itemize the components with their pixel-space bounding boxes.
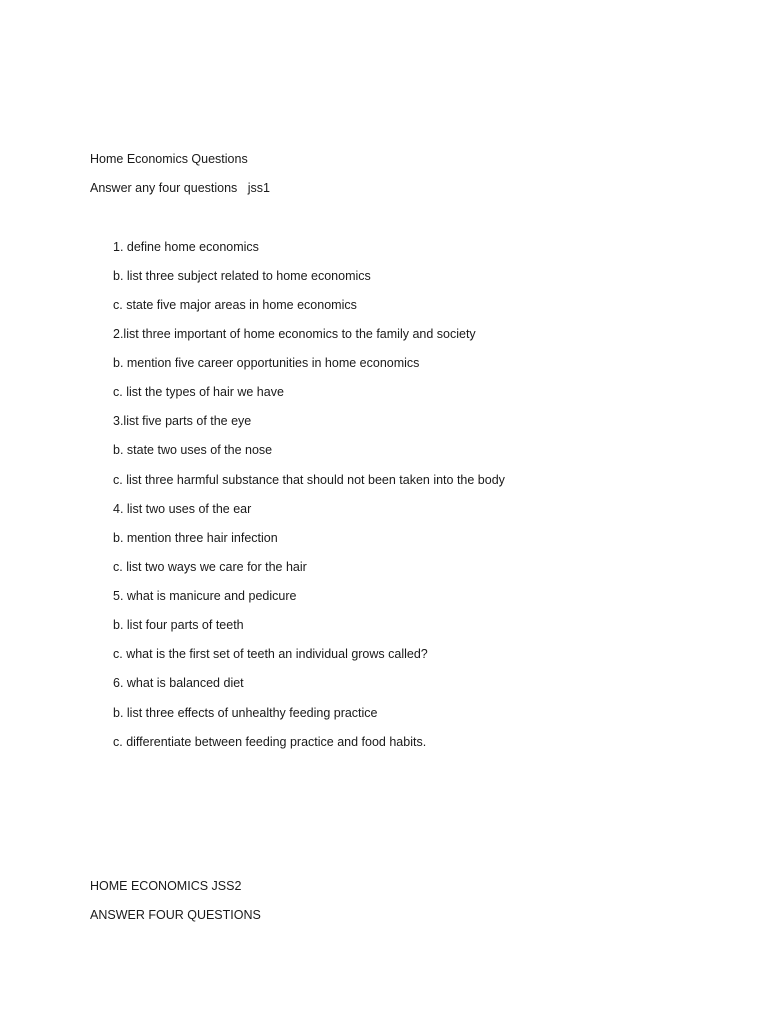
question-item: b. list four parts of teeth — [113, 618, 244, 632]
question-item: 5. what is manicure and pedicure — [113, 589, 297, 603]
question-item: 2.list three important of home economics to the family and society — [113, 327, 476, 341]
section2-instruction: ANSWER FOUR QUESTIONS — [90, 908, 261, 922]
question-item: 4. list two uses of the ear — [113, 502, 252, 516]
question-item: b. state two uses of the nose — [113, 443, 273, 457]
question-item: 6. what is balanced diet — [113, 676, 244, 690]
question-item: c. list two ways we care for the hair — [113, 560, 307, 574]
question-item: c. differentiate between feeding practice and food habits. — [113, 735, 427, 749]
instruction-line: Answer any four questions jss1 — [90, 181, 270, 195]
question-item: c. what is the first set of teeth an individual grows called? — [113, 647, 428, 661]
question-item: c. list the types of hair we have — [113, 385, 284, 399]
question-item: c. state five major areas in home economics — [113, 298, 357, 312]
question-item: 1. define home economics — [113, 240, 259, 254]
question-item: 3.list five parts of the eye — [113, 414, 252, 428]
document-title: Home Economics Questions — [90, 152, 248, 166]
question-item: b. list three subject related to home economics — [113, 269, 371, 283]
question-item: c. list three harmful substance that should not been taken into the body — [113, 473, 505, 487]
section2-title: HOME ECONOMICS JSS2 — [90, 879, 242, 893]
question-item: b. mention three hair infection — [113, 531, 278, 545]
question-item: b. mention five career opportunities in home economics — [113, 356, 420, 370]
question-item: b. list three effects of unhealthy feeding practice — [113, 706, 378, 720]
